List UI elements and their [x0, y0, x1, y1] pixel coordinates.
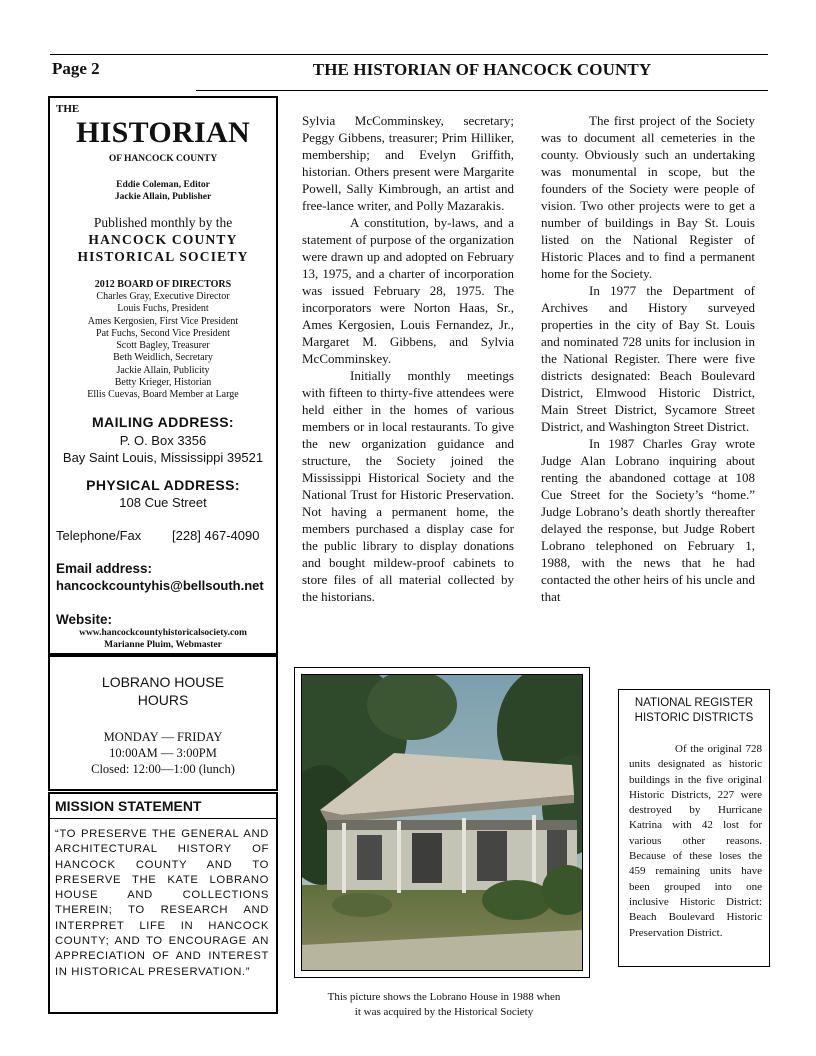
masthead-name: HISTORIAN	[76, 116, 250, 149]
hours-closed: Closed: 12:00—1:00 (lunch)	[91, 762, 235, 776]
lobrano-house-photo	[301, 674, 583, 971]
board-member: Charles Gray, Executive Director	[96, 291, 230, 302]
board-member: Scott Bagley, Treasurer	[116, 340, 210, 352]
hours-title-line2: HOURS	[137, 692, 189, 708]
webmaster-credit: Marianne Pluim, Webmaster	[104, 640, 222, 650]
board-member: Beth Weidlich, Secretary	[113, 352, 213, 364]
masthead-subname: OF HANCOCK COUNTY	[108, 154, 218, 164]
sidebar-heading-line1: NATIONAL REGISTER	[634, 697, 754, 709]
physical-address-line: 108 Cue Street	[119, 495, 207, 510]
board-member: Ames Kergosien, First Vice President	[87, 315, 239, 327]
email-heading: Email address:	[56, 561, 153, 576]
mission-divider	[50, 818, 276, 819]
published-by: Published monthly by the	[93, 215, 233, 230]
page-number: Page 2	[52, 59, 100, 78]
board-heading: 2012 BOARD OF DIRECTORS	[94, 279, 232, 290]
email-link[interactable]: hancockcountyhis@bellsouth.net	[56, 578, 264, 593]
photo-caption-line2: it was acquired by the Historical Society	[354, 1005, 534, 1018]
mailing-address-line1: P. O. Box 3356	[119, 433, 207, 448]
board-member: Pat Fuchs, Second Vice President	[96, 327, 230, 339]
article-paragraph: Initially monthly meetings with fifteen to thirty-five attendees were held either in the homes of various members or in local restaurants. To give the new organization guidance and structure, the Society joined the Mississippi Historical Society and the National Trust for Historic Preservation. Not having a permanent home, the members purchased a display case for the public library to display donations and bought mildew-proof cabinets to store files of all material collected by the historians.	[302, 368, 514, 604]
mailing-address-heading: MAILING ADDRESS:	[92, 414, 234, 430]
article-paragraph: In 1977 the Department of Archives and History surveyed properties in the city of Bay St. Louis and nominated 728 units for inclusion in the National Register. There were five districts designated: Beach Boulevard District, Elmwood Historic District, Main Street District, Sycamore Street District, and Washington Street District.	[541, 283, 755, 434]
mission-box	[48, 792, 278, 1014]
sidebar-text	[629, 742, 762, 941]
sidebar-text-body: Of the original 728 units designated as historic buildings in the five original Historic Districts, 227 were destroyed by Hurricane Katrina with 42 lost for various other reasons. Because of these loses the 459 remaining units have been grouped into one inclusive Historic District: Beach Boulevard Historic Preservation District.	[629, 743, 762, 939]
article-paragraph: In 1987 Charles Gray wrote Judge Alan Lobrano inquiring about renting the abandoned cottage at 108 Cue Street for the Society’s “home.” Judge Lobrano’s death shortly thereafter delayed the response, but Judge Robert Lobrano telephoned on February 1, 1988, with the news that he had contacted the other heirs of his uncle and that	[541, 436, 755, 604]
mission-heading: MISSION STATEMENT	[55, 798, 202, 814]
board-member: Louis Fuchs, President	[117, 303, 209, 315]
masthead-the: THE	[56, 103, 80, 115]
board-member: Betty Krieger, Historian	[114, 377, 212, 389]
website-heading: Website:	[56, 612, 113, 627]
hours-days: MONDAY — FRIDAY	[103, 730, 223, 744]
article-column-right	[541, 112, 755, 605]
photo-caption	[294, 990, 594, 1019]
mission-text: “TO PRESERVE THE GENERAL AND ARCHITECTURAL HISTORY OF HANCOCK COUNTY AND TO PRESERVE THE KATE LOBRANO HOUSE AND COLLECTIONS THEREIN; TO RESEARCH AND INTERPRET LIFE IN HANCOCK COUNTY; AND TO ENCOURAGE AN APPRECIATION OF AND INTEREST IN HISTORICAL PRESERVATION.”	[55, 828, 269, 978]
board-list	[50, 291, 276, 402]
website-link[interactable]: www.hancockcountyhistoricalsociety.com	[79, 628, 247, 638]
phone-label: Telephone/Fax	[56, 528, 142, 543]
board-member: Ellis Cuevas, Board Member at Large	[87, 389, 239, 401]
editor-credit: Eddie Coleman, Editor	[116, 180, 210, 190]
board-member: Jackie Allain, Publicity	[116, 364, 210, 376]
header-top-rule	[50, 54, 768, 55]
society-name-line1: HANCOCK COUNTY	[88, 232, 238, 247]
phone-number: [228] 467-4090	[172, 528, 260, 543]
publisher-credit: Jackie Allain, Publisher	[114, 192, 212, 202]
sidebar-heading-line2: HISTORIC DISTRICTS	[634, 712, 754, 724]
national-register-sidebar	[618, 689, 770, 967]
physical-address-heading: PHYSICAL ADDRESS:	[86, 477, 240, 493]
photo-caption-line1: This picture shows the Lobrano House in 1988 when	[327, 991, 561, 1003]
article-paragraph: A constitution, by-laws, and a statement of purpose of the organization were drawn up and adopted on February 13, 1975, and a charter of incorporation was issued February 28, 1975. The incorporators were Norton Haas, Sr., Ames Kergosien, Louis Fernandez, Jr., Margaret M. Gibbens, and Sylvia McComminskey.	[302, 215, 514, 366]
mailing-address-line2: Bay Saint Louis, Mississippi 39521	[62, 450, 264, 465]
hours-title-line1: LOBRANO HOUSE	[101, 674, 225, 690]
hours-box	[48, 655, 278, 791]
article-paragraph: The first project of the Society was to document all cemeteries in the county. Obviously such an undertaking was monumental in scope, but the founders of the Society were people of vision. Two other projects were to get a number of buildings in Bay St. Louis listed on the National Register of Historic Places and to find a permanent home for the Society.	[541, 113, 755, 281]
sidebar-heading	[619, 696, 769, 726]
header-bottom-rule	[196, 90, 768, 91]
article-paragraph: Sylvia McComminskey, secretary; Peggy Gibbens, treasurer; Prim Hilliker, membership; and Evelyn Griffith, historian. Others present were Margarite Powell, Sally Kimbrough, an artist and free-lance writer, and Polly Mazarakis.	[302, 113, 514, 213]
society-name-line2: HISTORICAL SOCIETY	[77, 249, 249, 264]
hours-time: 10:00AM — 3:00PM	[109, 746, 217, 760]
photo-frame	[294, 667, 590, 978]
masthead-box	[48, 96, 278, 655]
article-column-middle	[302, 112, 514, 605]
newsletter-title: THE HISTORIAN OF HANCOCK COUNTY	[312, 60, 652, 79]
